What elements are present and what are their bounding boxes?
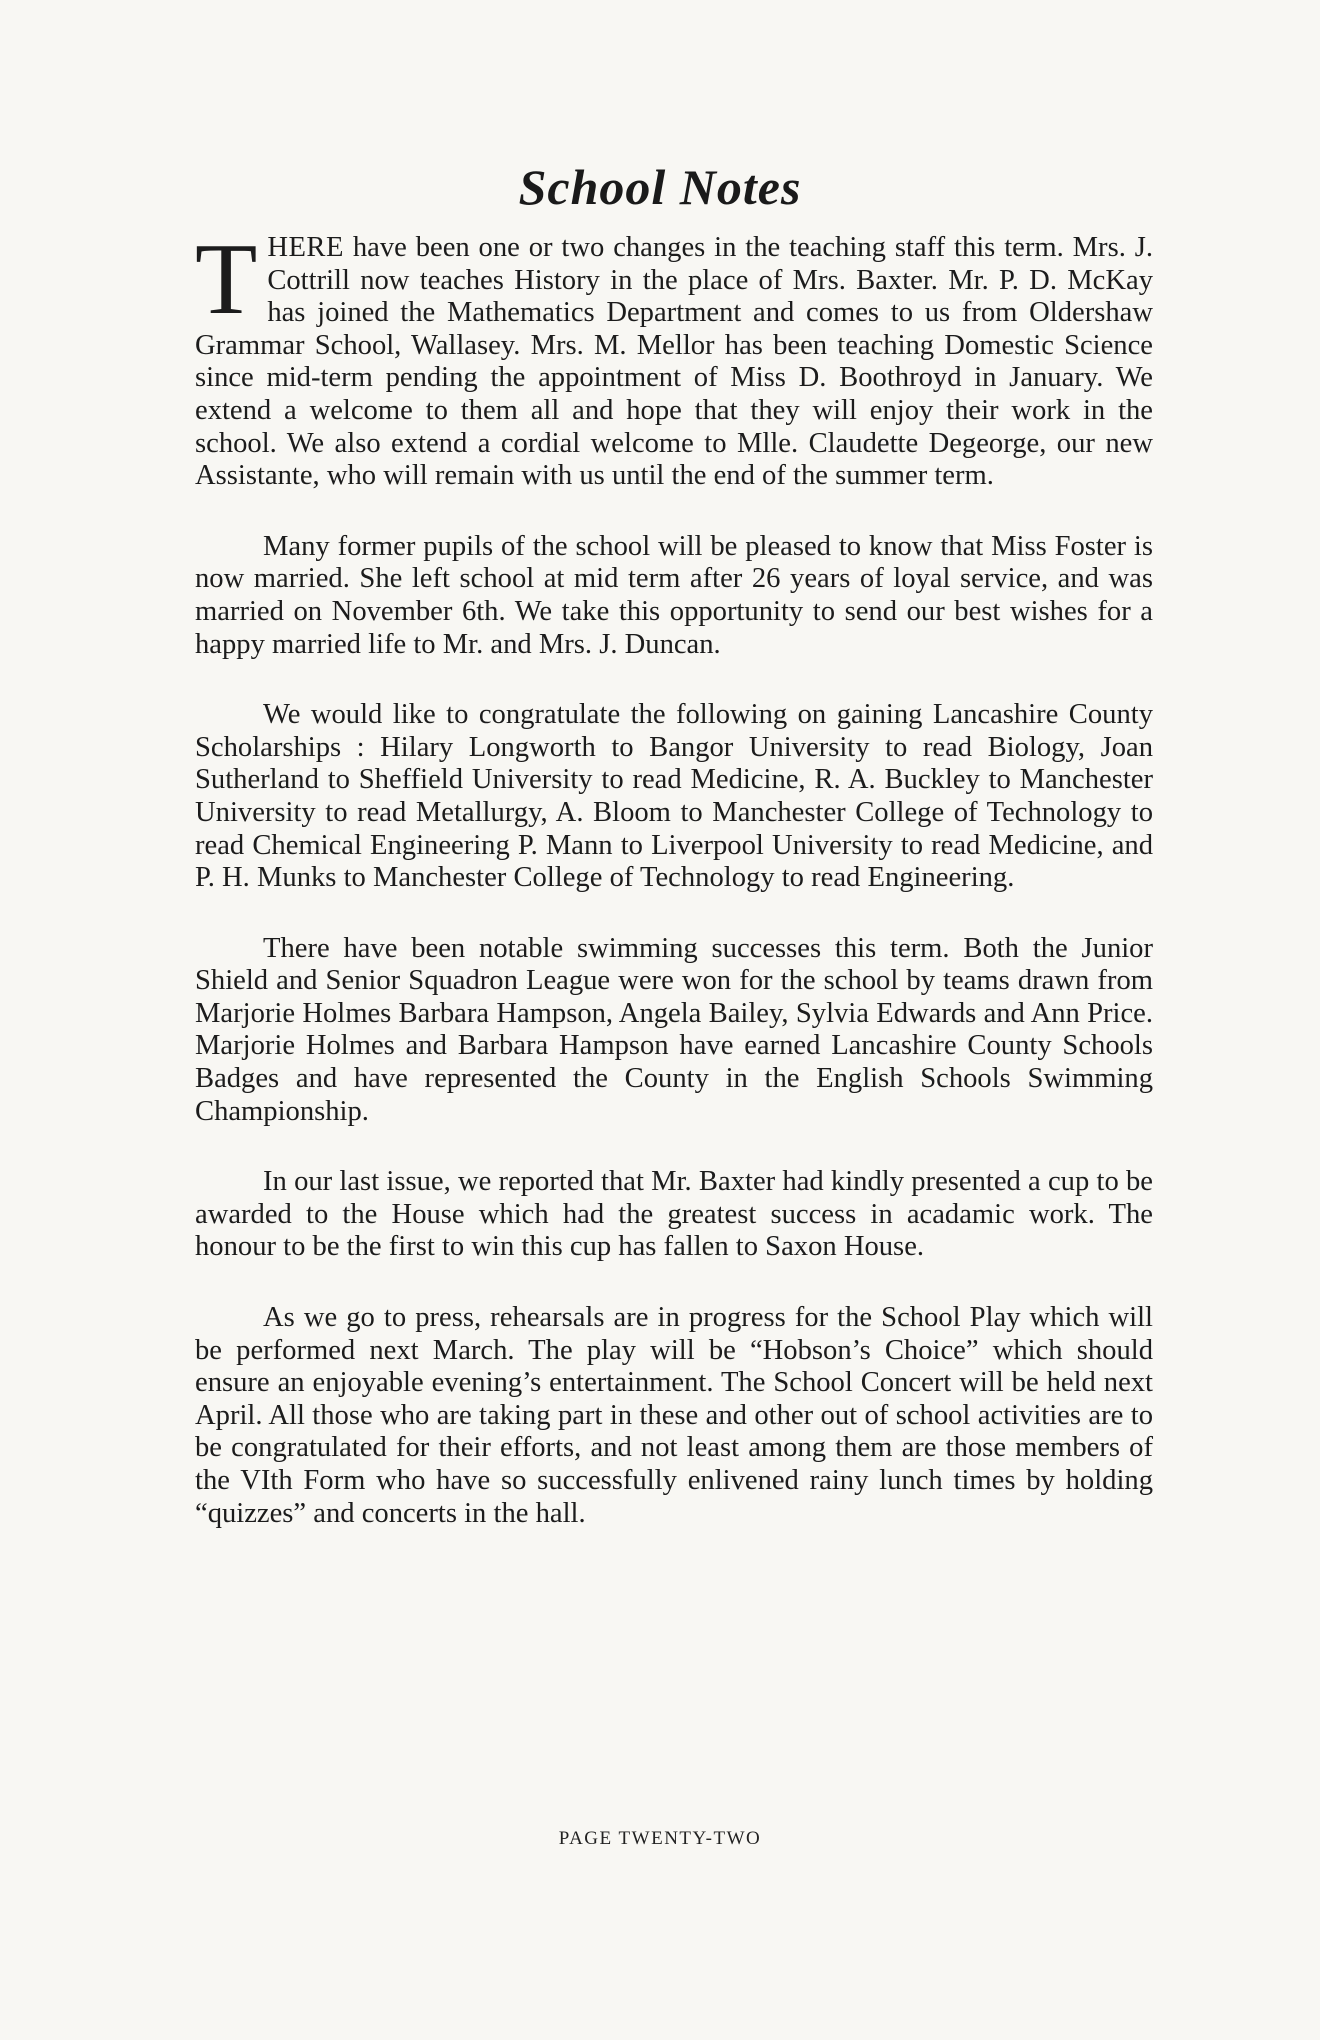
- paragraph-swimming: There have been notable swimming successes this term. Both the Junior Shield and Senior Squadron League were won for the school by teams drawn from Marjorie Holmes Barbara Hampson, Angela Bailey, Sylvia Edwards and Ann Price. Marjorie Holmes and Barbara Hampson have earned Lancashire County Schools Badges and have represented the County in the English Schools Swimming Championship.: [195, 932, 1153, 1127]
- paragraph-staff-changes: [195, 223, 1153, 493]
- drop-cap: T: [195, 223, 258, 336]
- paragraph-text: have been one or two changes in the teaching staff this term. Mrs. J. Cottrill now teaches History in the place of Mrs. Baxter. Mr. P. D. McKay has joined the Mathematics Department and comes to us from Oldershaw Grammar School, Wallasey. Mrs. M. Mellor has been teaching Domestic Science since mid-term pending the appointment of Miss D. Boothroyd in January. We extend a welcome to them all and hope that they will enjoy their work in the school. We also extend a cordial welcome to Mlle. Claudette Degeorge, our new Assistante, who will remain with us until the end of the summer term.: [195, 232, 1153, 492]
- paragraph-baxter-cup: In our last issue, we reported that Mr. Baxter had kindly presented a cup to be awarded to the House which had the greatest success in acadamic work. The honour to be the first to win this cup has fallen to Saxon House.: [195, 1166, 1153, 1263]
- paragraph-miss-foster: Many former pupils of the school will be pleased to know that Miss Foster is now married. She left school at mid term after 26 years of loyal service, and was married on November 6th. We take this opportunity to send our best wishes for a happy married life to Mr. and Mrs. J. Duncan.: [195, 530, 1153, 660]
- article-body: [195, 223, 1153, 1530]
- paragraph-scholarships: We would like to congratulate the following on gaining Lancashire County Scholarships : Hilary Longworth to Bangor University to read Biology, Joan Sutherland to Sheffield University to read Medicine, R. A. Buckley to Manchester University to read Metallurgy, A. Bloom to Manchester College of Technology to read Chemical Engineering P. Mann to Liverpool University to read Medicine, and P. H. Munks to Manchester College of Technology to read Engineering.: [195, 699, 1153, 894]
- opening-word: HERE: [267, 232, 344, 263]
- page-number-footer: PAGE TWENTY-TWO: [558, 1828, 762, 1849]
- paragraph-school-play: As we go to press, rehearsals are in progress for the School Play which will be performed next March. The play will be “Hobson’s Choice” which should ensure an enjoyable evening’s entertainment. The School Concert will be held next April. All those who are taking part in these and other out of school activities are to be congratulated for their efforts, and not least among them are those members of the VIth Form who have so successfully enlivened rainy lunch times by holding “quizzes” and concerts in the hall.: [195, 1302, 1153, 1529]
- page-title: School Notes: [518, 159, 802, 215]
